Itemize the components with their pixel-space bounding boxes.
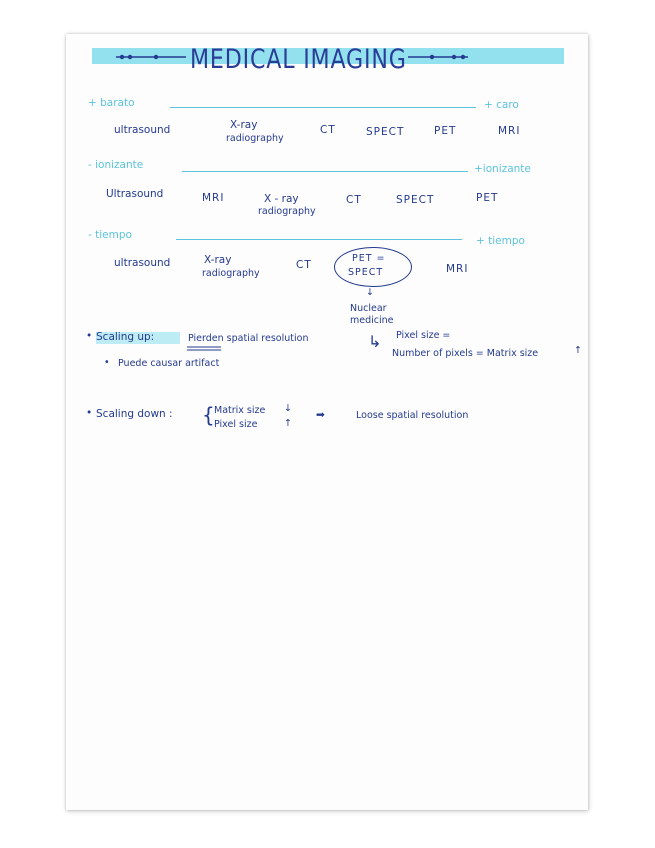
title-dot-line-left [116, 51, 188, 63]
pixel-size-bracket-arrow: ↳ [368, 332, 382, 351]
scale2-right-label: +ionizante [474, 163, 531, 175]
number-of-pixels-eq: Number of pixels = Matrix size [392, 348, 539, 359]
pixel-size-up-arrow: ↑ [284, 418, 292, 429]
bullet-1-dot: • [86, 330, 93, 342]
scale2-item-ct: CT [346, 194, 362, 206]
bullet-2-dot: • [86, 407, 93, 419]
scaling-up-label: Scaling up: [96, 331, 155, 343]
scaling-up-text: Pierden spatial resolution [188, 333, 309, 344]
scale1-item-pet: PET [434, 125, 457, 137]
matrix-size-up-arrow: ↑ [574, 345, 582, 356]
brace: { [202, 403, 215, 427]
scale2-item-mri: MRI [202, 192, 225, 204]
nuclear-medicine-line2: medicine [350, 315, 394, 326]
pixel-size-eq: Pixel size = [396, 330, 451, 341]
scale2-line [182, 171, 468, 172]
scale1-item-spect: SPECT [366, 126, 405, 138]
scale3-item-radiography: radiography [202, 268, 260, 279]
scale2-item-pet: PET [476, 192, 499, 204]
scale2-item-radiography: radiography [258, 206, 316, 217]
scale1-item-ct: CT [320, 124, 336, 136]
nuclear-medicine-arrow: ↓ [366, 287, 374, 298]
loose-resolution-text: Loose spatial resolution [356, 410, 469, 421]
scale1-line [170, 107, 476, 108]
matrix-size-down-arrow: ↓ [284, 403, 292, 414]
artifact-note: Puede causar artifact [118, 358, 220, 369]
scale2-item-xray: X - ray [264, 193, 299, 205]
scale3-item-spect: SPECT [348, 267, 384, 278]
pixel-size-label: Pixel size [214, 419, 258, 430]
pierden-underline [187, 346, 223, 352]
scale2-left-label: - ionizante [88, 159, 144, 171]
scale1-item-ultrasound: ultrasound [114, 124, 171, 136]
scale2-item-ultrasound: Ultrasound [106, 188, 164, 200]
scale1-item-mri: MRI [498, 125, 521, 137]
page-title: MEDICAL IMAGING [190, 44, 407, 75]
scale3-item-ultrasound: ultrasound [114, 257, 171, 269]
bullet-1-sub-dot: • [104, 357, 110, 368]
scale3-left-label: - tiempo [88, 229, 132, 241]
scale1-left-label: + barato [88, 97, 135, 109]
scale3-item-xray: X-ray [204, 254, 232, 266]
notebook-page [66, 34, 588, 810]
scale1-right-label: + caro [484, 99, 519, 111]
nuclear-medicine-line1: Nuclear [350, 303, 387, 314]
scaling-down-label: Scaling down : [96, 408, 173, 420]
title-dot-line-right [408, 51, 470, 63]
matrix-size-label: Matrix size [214, 405, 266, 416]
scale2-item-spect: SPECT [396, 194, 435, 206]
scale3-item-ct: CT [296, 259, 312, 271]
scale1-item-xray: X-ray [230, 119, 258, 131]
scale3-right-label: + tiempo [476, 235, 525, 247]
scale3-item-pet: PET = [352, 253, 386, 264]
scale3-line [176, 239, 462, 240]
scale1-item-radiography: radiography [226, 133, 284, 144]
scale3-item-mri: MRI [446, 263, 469, 275]
implies-arrow: ➡ [316, 409, 325, 421]
